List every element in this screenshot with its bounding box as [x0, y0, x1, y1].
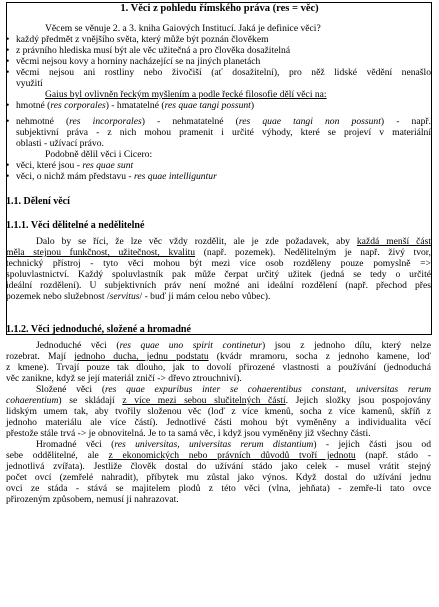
paragraph-line: jednoho materiálu ale více částí). Jednotlivé části mohou být vyměněny a individualita věcí	[6, 417, 431, 428]
greek-bullet-incorporales: nehmotné (res incorporales) - nehmatatelné (res quae tangi non possunt) - např.	[16, 116, 431, 127]
paragraph-line: lidským umem tak, aby tvořily složenou věc (loď z více kmenů, socha z více kamenů, skříň z	[6, 406, 431, 417]
bullet-icon: •	[6, 171, 10, 182]
paragraph-line: rozebrat. Mají jednoho ducha, jednu podstatu (kvádr mramoru, socha z jednoho kamene, loď	[6, 351, 432, 362]
section-heading-1-1-1: 1.1.1. Věci dělitelné a nedělitelné	[6, 220, 145, 231]
bullet-icon: •	[6, 56, 10, 67]
cicero-line: Podobně dělil věci i Cicero:	[45, 149, 153, 160]
page-title: 1. Věci z pohledu římského práva (res = věc)	[120, 3, 319, 14]
intro-bullet: každý předmět z vnějšího světa, který může být poznán člověkem	[16, 34, 269, 45]
paragraph-line: přirozeným způsobem, nemusí ji nahrazovat.	[6, 494, 179, 505]
paragraph-line: počet ovcí (zemřelé nahradit), příbytek mu zůstal jako výnos. Když dostal do užívání jednu	[6, 472, 431, 483]
bullet-icon: •	[6, 45, 10, 56]
paragraph-line: z kmene). Trvají pouze tak dlouho, jak to dovolí přirozené vlastnosti a používání (jednoduchá	[6, 362, 431, 373]
bullet-icon: •	[6, 67, 10, 78]
section-heading-1-1-2: 1.1.2. Věci jednoduché, složené a hromadné	[6, 324, 191, 335]
intro-bullet: věcmi nejsou kovy a horniny nacházející se na jiných planetách	[16, 56, 261, 67]
cicero-bullet: věci, o nichž mám představu - res quae intelliguntur	[16, 171, 217, 182]
bullet-icon: •	[6, 34, 10, 45]
intro-bullet-cont: využití	[16, 78, 43, 89]
paragraph-line: cohaerentium) se skládají z více mezi sebou slučitelných částí. Jejich složky jsou pospojovány	[6, 395, 431, 406]
paragraph-line: Složené věci (res quae expuribus inter se cohaerentibus constant, universitas rerum	[36, 384, 432, 395]
paragraph-line: technický přístroj - tyto věci mohou být mezi více osob rozděleny pouze pomyslně =>	[6, 258, 431, 269]
paragraph-line: ideální rozdělení). U subjektivních práv není možné ani ideální rozdělení (např. přechod přes	[6, 280, 431, 291]
greek-bullet-cont: oblasti - užívací právo.	[16, 138, 104, 149]
paragraph-line: pozemek nebo služebnost /servitus/ - buď ji mám celou nebo vůbec).	[6, 291, 271, 302]
intro-line: Věcem se věnuje 2. a 3. kniha Gaiových Institucí. Jaká je definice věci?	[45, 23, 321, 34]
paragraph-line: věc zanikne, když se její materiál zničí -> dřevo ztrouchniví).	[6, 373, 242, 384]
paragraph-line: ovci ze stáda - stává se majitelem plodů z této věci (vlna, jehňata) - zemře-li tato ovce	[6, 483, 431, 494]
bullet-icon: •	[6, 116, 10, 127]
paragraph-line: jednotlivá zvířata). Jestliže člověk dostal do užívání stádo jako celek - musel vrátit stejný	[6, 461, 431, 472]
paragraph-line: Hromadné věci (res universitas, universitas rerum distantium) - jejich části jsou od	[36, 439, 431, 450]
greek-bullet-corporales: hmotné (res corporales) - hmatatelné (res quae tangi possunt)	[16, 100, 255, 111]
bullet-icon: •	[6, 160, 10, 171]
greek-bullet-cont: subjektivní práva - z nich mohou pramenit i určité výhody, které se projeví v materiální	[16, 127, 431, 138]
paragraph-line: přestože stále trvá -> je obnovitelná. Je to ta samá věc, i když jsou vyměněny již všechny části.	[6, 428, 371, 439]
greek-intro: Gaius byl ovlivněn řeckým myšlením a podle řecké filosofie dělí věci na:	[45, 89, 327, 100]
intro-bullet: z právního hlediska musí být ale věc užitečná a pro člověka dosažitelná	[16, 45, 291, 56]
intro-bullet: věcmi nejsou ani rostliny nebo živočiší (ať dosažitelní), pro něž lidské vědění nenašlo	[16, 67, 431, 78]
cicero-bullet: věci, které jsou - res quae sunt	[16, 160, 134, 171]
bullet-icon: •	[6, 100, 10, 111]
paragraph-line: měla stejnou funkčnost, užitečnost, kvalitu (např. pozemek). Nedělitelným je např. živý tvor,	[6, 247, 431, 258]
paragraph-line: spoluvlastnictví. Každý spoluvlastník pak může čerpat určitý užitek (jedná se tedy o určité	[6, 269, 431, 280]
paragraph-line: sebe oddělitelné, ale z ekonomických nebo právních důvodů tvoří jednotu (např. stádo -	[6, 450, 431, 461]
paragraph-line: Dalo by se říci, že lze věc vždy rozdělit, ale je zde požadavek, aby každá menší část	[36, 236, 431, 247]
section-heading-1-1: 1.1. Dělení věcí	[6, 196, 70, 207]
paragraph-line: Jednoduché věci (res quae uno spirit continetur) jsou z jednoho dílu, který nelze	[36, 340, 431, 351]
